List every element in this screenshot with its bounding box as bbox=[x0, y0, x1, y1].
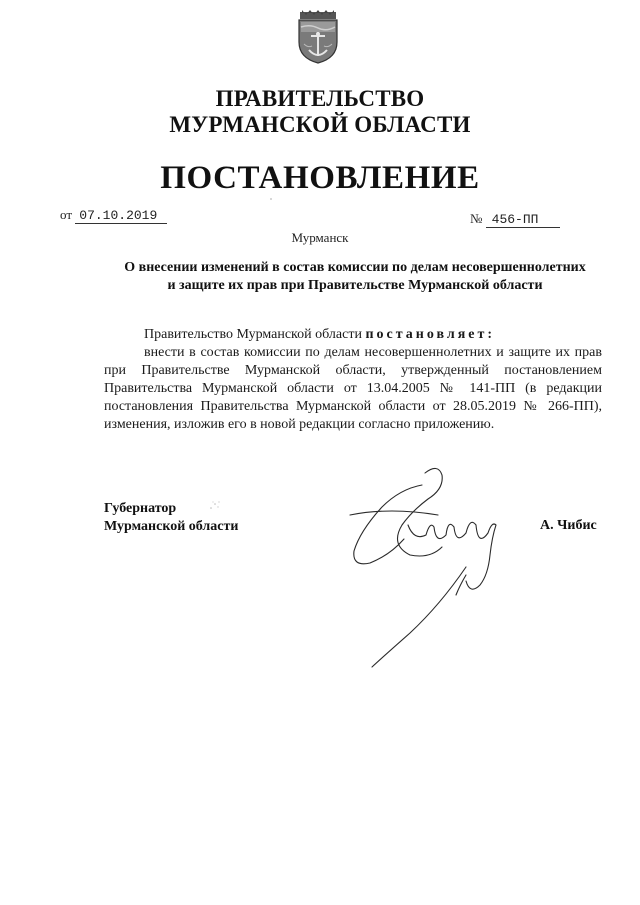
signer-title-line2: Мурманской области bbox=[104, 519, 239, 534]
signature-icon bbox=[330, 455, 530, 675]
government-name-line2: МУРМАНСКОЙ ОБЛАСТИ bbox=[169, 112, 471, 137]
document-body bbox=[104, 326, 602, 434]
scan-dot-icon bbox=[268, 196, 274, 202]
number-prefix: № bbox=[470, 211, 483, 226]
date-prefix: от bbox=[60, 207, 73, 222]
scan-speck-icon bbox=[208, 500, 222, 512]
document-date: 07.10.2019 bbox=[75, 208, 167, 224]
number-row bbox=[470, 211, 560, 228]
decree-word: постановляет: bbox=[365, 327, 496, 342]
subject-line1: О внесении изменений в состав комиссии по делам несовершеннолетних bbox=[124, 260, 586, 275]
document-subject bbox=[80, 259, 630, 295]
decree-intro-paragraph bbox=[104, 326, 602, 344]
decree-intro: Правительство Мурманской области bbox=[144, 327, 362, 342]
signer-name: А. Чибис bbox=[540, 518, 597, 533]
signer-title-line1: Губернатор bbox=[104, 501, 177, 516]
date-row bbox=[60, 207, 167, 224]
document-type-title: ПОСТАНОВЛЕНИЕ bbox=[160, 160, 480, 196]
decree-main-paragraph: внести в состав комиссии по делам несовершеннолетних и защите их прав при Правительстве Мурманской области, утвержденный постановлением Правительства Мурманской области от 13.04.2005 № 141-ПП (в редакции постановления Правительства Мурманской области от 28.05.2019 № 266-ПП), изменения, изложив его в новой редакции согласно приложению. bbox=[104, 345, 602, 432]
document-number: 456-ПП bbox=[486, 212, 561, 228]
subject-line2: и защите их прав при Правительстве Мурманской области bbox=[167, 278, 543, 293]
government-name-line1: ПРАВИТЕЛЬСТВО bbox=[215, 86, 425, 111]
coat-of-arms-icon bbox=[296, 10, 340, 64]
city-name: Мурманск bbox=[291, 230, 349, 245]
